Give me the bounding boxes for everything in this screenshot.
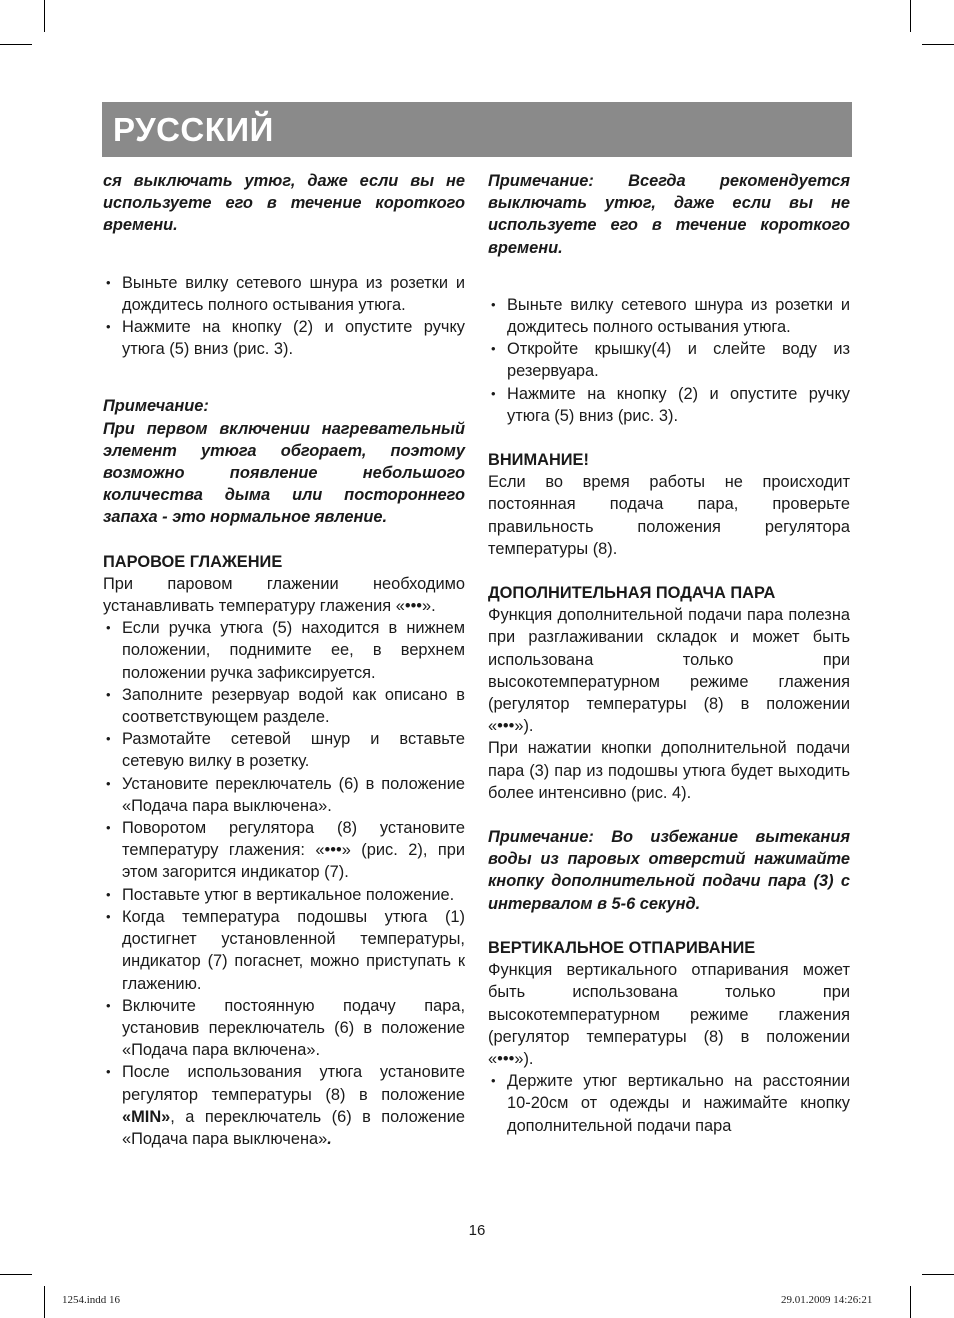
section-heading-extra-steam: ДОПОЛНИТЕЛЬНАЯ ПОДАЧА ПАРА — [488, 584, 776, 603]
language-header-band — [102, 102, 852, 157]
language-title: РУССКИЙ — [113, 111, 274, 148]
list-item-text: После использования утюга установите регулятор температуры (8) в положение — [122, 1063, 465, 1104]
crop-mark — [922, 44, 954, 45]
warning-text: Если во время работы не происходит постоянная подача пара, проверьте правильность положения регулятора температуры (8). — [488, 473, 850, 558]
list-item: • Заполните резервуар водой как описано в соответствующем разделе. — [103, 684, 465, 728]
list-item: • Установите переключатель (6) в положение «Подача пара выключена». — [103, 773, 465, 817]
extra-steam-paragraph: Функция дополнительной подачи пара полезна при разглаживании складок и может быть использована только при высокотемпературном режиме глажения (регулятор температуры (8) в положении «•••»). — [488, 606, 850, 736]
note-text: При первом включении нагревательный элемент утюга обгорает, поэтому возможно появление небольшого количества дыма или постороннего запаха - это нормальное явление. — [103, 419, 465, 527]
spacer — [103, 237, 465, 259]
spacer — [488, 281, 850, 294]
list-item: • Поставьте утюг в вертикальное положение. — [103, 884, 465, 906]
spacer — [488, 915, 850, 937]
list-item: • Размотайте сетевой шнур и вставьте сетевую вилку в розетку. — [103, 728, 465, 772]
extra-steam-paragraph: При нажатии кнопки дополнительной подачи пара (3) пар из подошвы утюга будет выходить более интенсивно (рис. 4). — [488, 739, 850, 802]
list-item-text: . — [327, 1129, 332, 1148]
note-always-off: Примечание: Всегда рекомендуется выключать утюг, даже если вы не используете его в течение короткого времени. — [488, 172, 850, 257]
list-item: • Поворотом регулятора (8) установите температуру глажения: «•••» (рис. 2), при этом загорится индикатор (7). — [103, 817, 465, 884]
steam-intro: При паровом глажении необходимо устанавливать температуру глажения «•••». — [103, 574, 465, 616]
bullet-list — [103, 617, 465, 1150]
spacer — [103, 382, 465, 395]
list-item: • Включите постоянную подачу пара, установив переключатель (6) в положение «Подача пара включена». — [103, 995, 465, 1062]
spacer — [103, 259, 465, 272]
spacer — [103, 360, 465, 382]
list-item: • Откройте крышку(4) и слейте воду из резервуара. — [488, 338, 850, 382]
crop-mark — [910, 1286, 911, 1318]
crop-mark — [0, 1274, 32, 1275]
crop-mark — [910, 0, 911, 32]
spacer — [488, 804, 850, 826]
list-item: • Нажмите на кнопку (2) и опустите ручку утюга (5) вниз (рис. 3). — [103, 316, 465, 360]
file-slug: 1254.indd 16 — [62, 1294, 121, 1306]
crop-mark — [44, 0, 45, 32]
note-interval: Примечание: Во избежание вытекания воды из паровых отверстий нажимайте кнопку дополнительной подачи пара (3) с интервалом в 5-6 секунд. — [488, 828, 850, 913]
spacer — [488, 259, 850, 281]
vertical-steam-paragraph: Функция вертикального отпаривания может быть использована только при высокотемпературном режиме глажения (регулятор температуры (8) в положении «•••»). — [488, 961, 850, 1068]
crop-mark — [0, 44, 32, 45]
list-item: • Нажмите на кнопку (2) и опустите ручку утюга (5) вниз (рис. 3). — [488, 383, 850, 427]
note-label: Примечание: — [103, 397, 209, 416]
section-heading-vertical: ВЕРТИКАЛЬНОЕ ОТПАРИВАНИЕ — [488, 938, 756, 957]
list-item: • Выньте вилку сетевого шнура из розетки и дождитесь полного остывания утюга. — [488, 294, 850, 338]
date-slug: 29.01.2009 14:26:21 — [781, 1294, 873, 1306]
spacer — [488, 560, 850, 582]
right-column — [488, 170, 850, 1137]
spacer — [103, 529, 465, 551]
list-item-text: , а переключатель (6) в положение «Подача пара выключена» — [122, 1107, 465, 1148]
left-column — [103, 170, 465, 1150]
bullet-list — [488, 294, 850, 427]
list-item: • Выньте вилку сетевого шнура из розетки и дождитесь полного остывания утюга. — [103, 272, 465, 316]
continued-note: ся выключать утюг, даже если вы не используете его в течение короткого времени. — [103, 172, 465, 235]
list-item: • Если ручка утюга (5) находится в нижнем положении, поднимите ее, в верхнем положении ручка зафиксируется. — [103, 617, 465, 684]
crop-mark — [922, 1274, 954, 1275]
bullet-list — [103, 272, 465, 361]
spacer — [488, 427, 850, 449]
page-number: 16 — [468, 1222, 486, 1239]
section-heading-warning: ВНИМАНИЕ! — [488, 451, 589, 470]
bullet-list — [488, 1070, 850, 1137]
section-heading-steam: ПАРОВОЕ ГЛАЖЕНИЕ — [103, 552, 283, 571]
list-item — [103, 1061, 465, 1150]
crop-mark — [44, 1286, 45, 1318]
list-item: • Держите утюг вертикально на расстоянии 10-20см от одежды и нажимайте кнопку дополнительной подачи пара — [488, 1070, 850, 1137]
min-label: «MIN» — [122, 1107, 171, 1126]
list-item: • Когда температура подошвы утюга (1) достигнет установленной температуры, индикатор (7) погаснет, можно приступать к глажению. — [103, 906, 465, 995]
